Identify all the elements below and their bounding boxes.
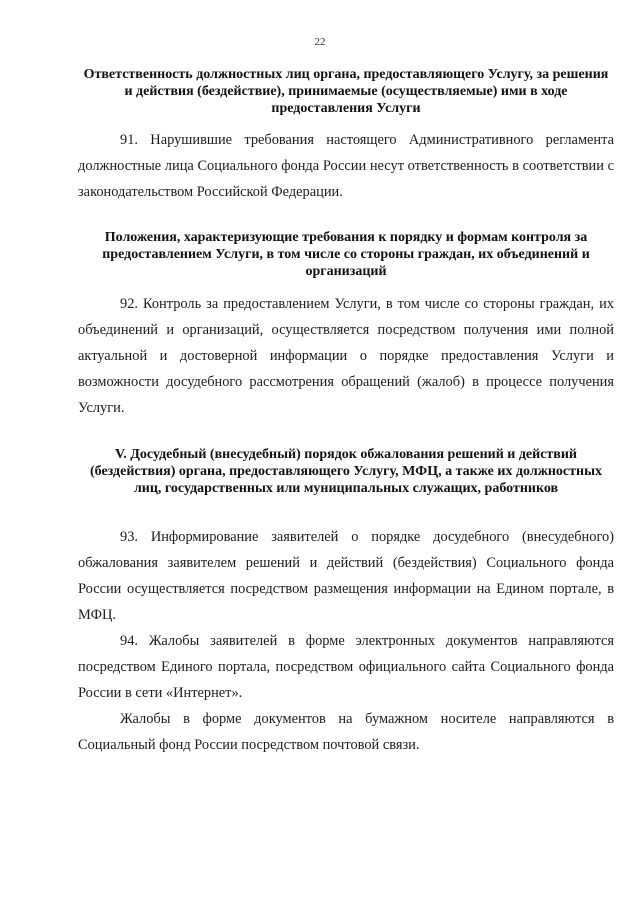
paragraph-94: 94. Жалобы заявителей в форме электронных документов направляются посредством Единого портала, посредством официального сайта Социального фонда России в сети «Интернет». [78, 633, 614, 701]
paragraph-paper-complaints: Жалобы в форме документов на бумажном носителе направляются в Социальный фонд России посредством почтовой связи. [78, 711, 614, 753]
section-heading-responsibility: Ответственность должностных лиц органа, предоставляющего Услугу, за решения и действия (бездействие), принимаемые (осуществляемые) ими в ходе предоставления Услуги [83, 67, 609, 116]
page-number: 22 [314, 36, 326, 48]
section-heading-control: Положения, характеризующие требования к порядку и формам контроля за предоставлением Услуги, в том числе со стороны граждан, их объединений и организаций [102, 230, 590, 279]
paragraph-91: 91. Нарушившие требования настоящего Административного регламента должностные лица Социального фонда России несут ответственность в соответствии с законодательством Российской Федерации. [78, 132, 614, 200]
section-heading-appeal: V. Досудебный (внесудебный) порядок обжалования решений и действий (бездействия) органа, предоставляющего Услугу, МФЦ, а также их должностных лиц, государственных или муниципальных служащих, работников [89, 447, 602, 496]
paragraph-92: 92. Контроль за предоставлением Услуги, в том числе со стороны граждан, их объединений и организаций, осуществляется посредством получения ими полной актуальной и достоверной информации о порядке предоставления Услуги и возможности досудебного рассмотрения обращений (жалоб) в процессе получения Услуги. [78, 296, 614, 416]
paragraph-93: 93. Информирование заявителей о порядке досудебного (внесудебного) обжалования заявителем решений и действий (бездействия) Социального фонда России осуществляется посредством размещения информации на Едином портале, в МФЦ. [78, 529, 614, 623]
